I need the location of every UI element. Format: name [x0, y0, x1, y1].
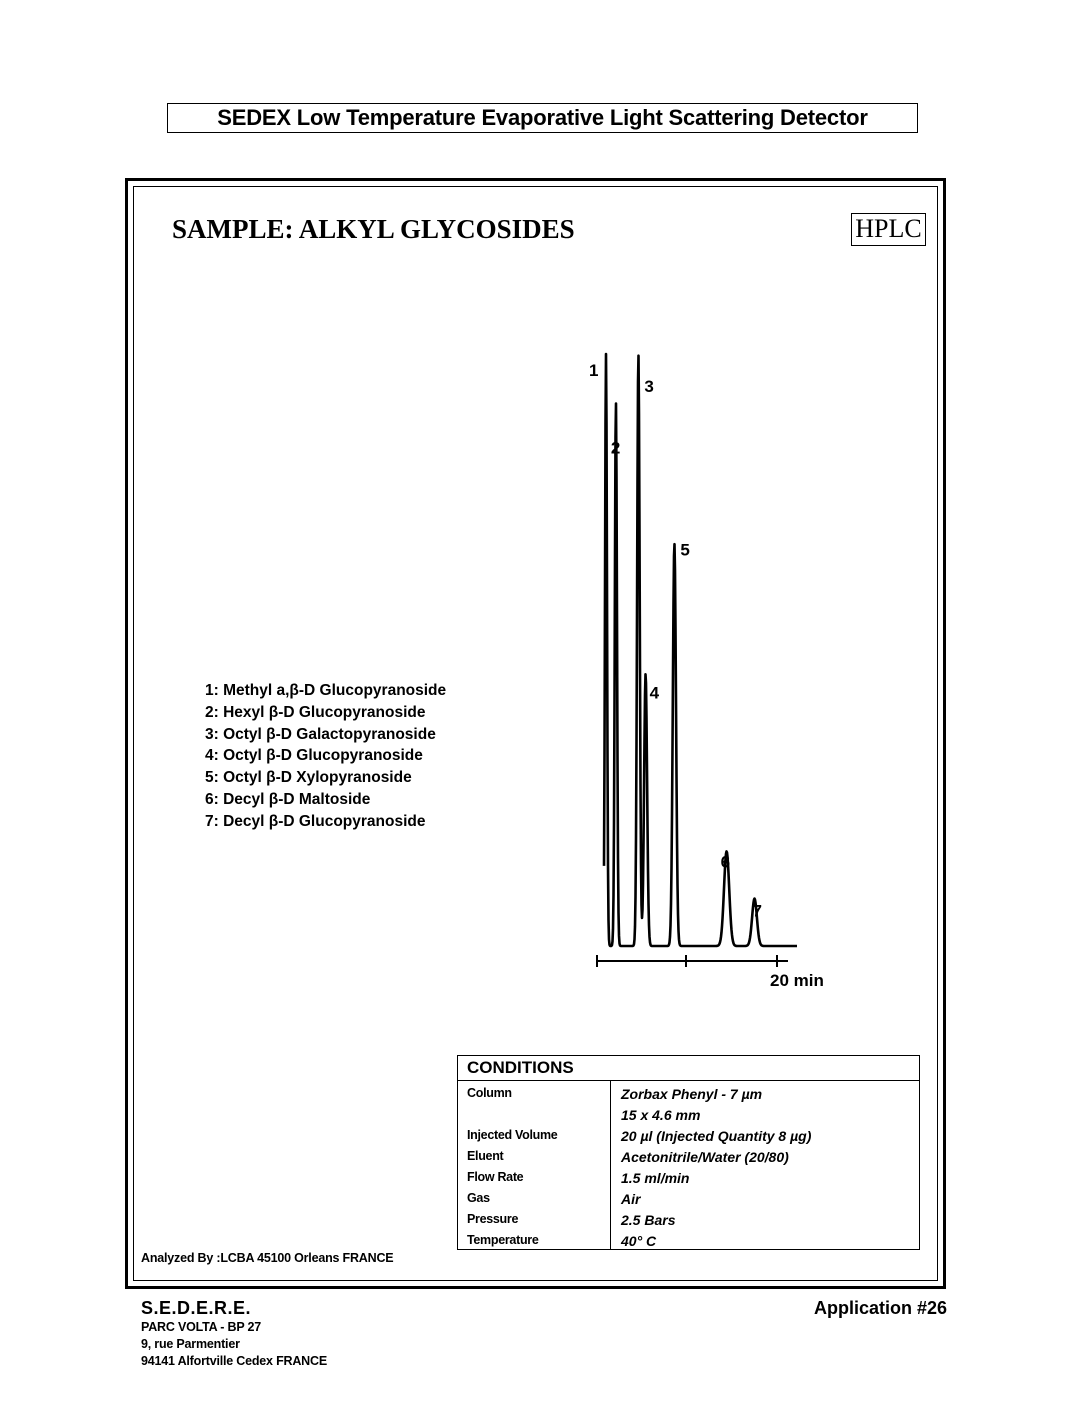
- sample-title: SAMPLE: ALKYL GLYCOSIDES: [172, 214, 575, 244]
- company-name: S.E.D.E.R.E.: [141, 1298, 252, 1318]
- condition-label: Eluent: [467, 1149, 504, 1163]
- time-axis-label: 20 min: [770, 971, 824, 990]
- technique-badge: HPLC: [851, 213, 926, 246]
- legend-item: 1: Methyl a,β-D Glucopyranoside: [205, 682, 447, 699]
- peak-label: 4: [649, 683, 660, 703]
- condition-row: [458, 1190, 919, 1211]
- document-title: SEDEX Low Temperature Evaporative Light Scattering Detector: [167, 103, 918, 133]
- condition-value: Zorbax Phenyl - 7 µm: [621, 1086, 763, 1102]
- condition-row: [458, 1106, 919, 1127]
- condition-label: Column: [467, 1086, 512, 1100]
- peak-label: 3: [644, 377, 654, 396]
- conditions-table: [457, 1055, 920, 1250]
- address-line: 94141 Alfortville Cedex FRANCE: [141, 1354, 327, 1368]
- legend-item: 3: Octyl β-D Galactopyranoside: [205, 725, 436, 743]
- peak-label: 1: [589, 361, 599, 380]
- legend-item: 6: Decyl β-D Maltoside: [205, 790, 371, 808]
- condition-row: [458, 1148, 919, 1169]
- legend-item: 5: Octyl β-D Xylopyranoside: [205, 769, 412, 787]
- condition-label: Gas: [467, 1191, 490, 1205]
- condition-row: [458, 1085, 919, 1106]
- legend-item: 2: Hexyl β-D Glucopyranoside: [205, 703, 426, 721]
- condition-label: Temperature: [467, 1233, 539, 1247]
- condition-value: 1.5 ml/min: [621, 1170, 690, 1186]
- condition-value: 15 x 4.6 mm: [621, 1107, 701, 1123]
- condition-row: [458, 1127, 919, 1148]
- peak-label: 5: [680, 540, 690, 560]
- condition-row: [458, 1232, 919, 1253]
- condition-value: 2.5 Bars: [621, 1212, 676, 1228]
- address-line: 9, rue Parmentier: [141, 1337, 240, 1351]
- peak-label: 6: [720, 852, 731, 872]
- condition-value: 40° C: [621, 1233, 657, 1249]
- condition-value: Air: [621, 1191, 641, 1207]
- address-line: PARC VOLTA - BP 27: [141, 1320, 262, 1334]
- condition-label: Flow Rate: [467, 1170, 524, 1184]
- legend-item: 4: Octyl β-D Glucopyranoside: [205, 747, 423, 765]
- legend-item: 7: Decyl β-D Glucopyranoside: [205, 812, 426, 830]
- peak-label: 2: [610, 438, 621, 458]
- chromatogram-trace: [604, 354, 797, 946]
- conditions-title: CONDITIONS: [458, 1056, 919, 1081]
- condition-value: Acetonitrile/Water (20/80): [621, 1149, 789, 1165]
- condition-row: [458, 1211, 919, 1232]
- peak-label: 7: [752, 901, 762, 921]
- analyzed-by: Analyzed By :LCBA 45100 Orleans FRANCE: [141, 1251, 394, 1265]
- condition-label: Injected Volume: [467, 1128, 558, 1142]
- condition-label: Pressure: [467, 1212, 519, 1226]
- condition-value: 20 µl (Injected Quantity 8 µg): [621, 1128, 812, 1144]
- application-number: Application #26: [813, 1298, 947, 1318]
- condition-row: [458, 1169, 919, 1190]
